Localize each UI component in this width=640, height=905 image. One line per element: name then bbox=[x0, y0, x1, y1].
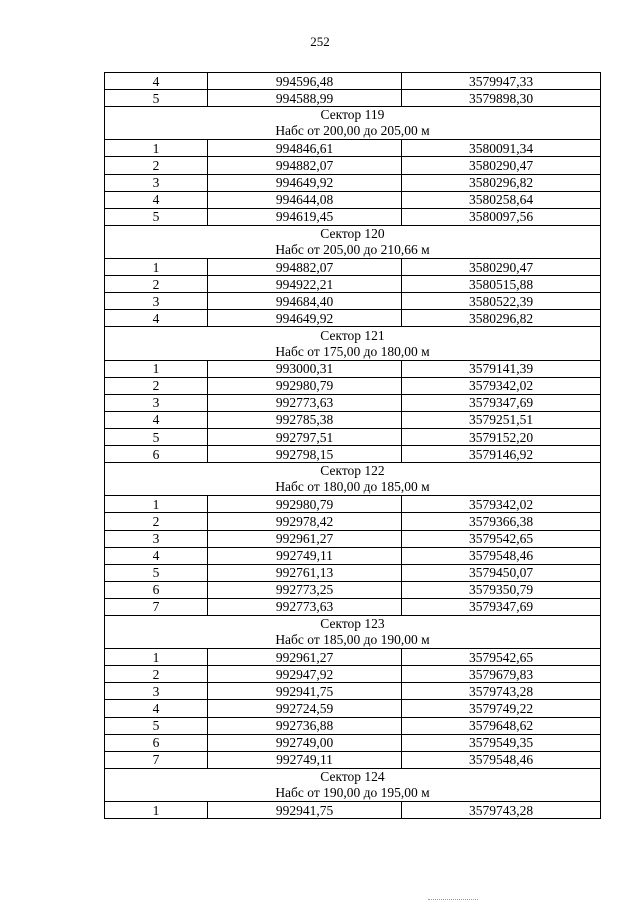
scan-edge-mark bbox=[428, 899, 478, 900]
sector-header-row bbox=[105, 463, 601, 496]
point-number-cell: 4 bbox=[105, 411, 208, 428]
table-row bbox=[105, 377, 601, 394]
sector-title: Сектор 120 bbox=[320, 225, 385, 241]
point-number-cell: 5 bbox=[105, 208, 208, 225]
y-coordinate-cell: 3579898,30 bbox=[402, 90, 601, 107]
coordinates-table bbox=[104, 72, 601, 819]
x-coordinate-cell: 993000,31 bbox=[208, 360, 402, 377]
sector-header-cell bbox=[105, 107, 601, 140]
x-coordinate-cell: 994882,07 bbox=[208, 157, 402, 174]
sector-header-row bbox=[105, 107, 601, 140]
point-number-cell: 2 bbox=[105, 666, 208, 683]
x-coordinate-cell: 992761,13 bbox=[208, 564, 402, 581]
x-coordinate-cell: 992961,27 bbox=[208, 649, 402, 666]
y-coordinate-cell: 3579342,02 bbox=[402, 377, 601, 394]
x-coordinate-cell: 992980,79 bbox=[208, 377, 402, 394]
point-number-cell: 1 bbox=[105, 360, 208, 377]
x-coordinate-cell: 992961,27 bbox=[208, 530, 402, 547]
table-row bbox=[105, 802, 601, 819]
point-number-cell: 3 bbox=[105, 293, 208, 310]
table-row bbox=[105, 564, 601, 581]
sector-title: Сектор 124 bbox=[320, 768, 385, 784]
sector-header-cell bbox=[105, 463, 601, 496]
sector-header-cell bbox=[105, 225, 601, 258]
x-coordinate-cell: 992773,63 bbox=[208, 394, 402, 411]
y-coordinate-cell: 3579146,92 bbox=[402, 446, 601, 463]
table-row bbox=[105, 547, 601, 564]
table-row bbox=[105, 734, 601, 751]
x-coordinate-cell: 994922,21 bbox=[208, 276, 402, 293]
table-row bbox=[105, 751, 601, 768]
y-coordinate-cell: 3580296,82 bbox=[402, 174, 601, 191]
x-coordinate-cell: 994619,45 bbox=[208, 208, 402, 225]
x-coordinate-cell: 992749,11 bbox=[208, 547, 402, 564]
point-number-cell: 2 bbox=[105, 377, 208, 394]
x-coordinate-cell: 992785,38 bbox=[208, 411, 402, 428]
x-coordinate-cell: 992749,00 bbox=[208, 734, 402, 751]
point-number-cell: 1 bbox=[105, 496, 208, 513]
x-coordinate-cell: 992941,75 bbox=[208, 683, 402, 700]
point-number-cell: 6 bbox=[105, 734, 208, 751]
sector-header-row bbox=[105, 327, 601, 360]
table-row bbox=[105, 394, 601, 411]
y-coordinate-cell: 3579542,65 bbox=[402, 530, 601, 547]
point-number-cell: 3 bbox=[105, 530, 208, 547]
table-row bbox=[105, 717, 601, 734]
point-number-cell: 5 bbox=[105, 564, 208, 581]
sector-height-range: Набс от 175,00 до 180,00 м bbox=[275, 343, 430, 359]
table-row bbox=[105, 140, 601, 157]
x-coordinate-cell: 994596,48 bbox=[208, 73, 402, 90]
table-row bbox=[105, 411, 601, 428]
y-coordinate-cell: 3579347,69 bbox=[402, 598, 601, 615]
sector-header-cell bbox=[105, 616, 601, 649]
y-coordinate-cell: 3579141,39 bbox=[402, 360, 601, 377]
point-number-cell: 1 bbox=[105, 259, 208, 276]
y-coordinate-cell: 3579350,79 bbox=[402, 581, 601, 598]
sector-title: Сектор 122 bbox=[320, 463, 385, 479]
x-coordinate-cell: 992749,11 bbox=[208, 751, 402, 768]
x-coordinate-cell: 992947,92 bbox=[208, 666, 402, 683]
y-coordinate-cell: 3580522,39 bbox=[402, 293, 601, 310]
point-number-cell: 5 bbox=[105, 428, 208, 445]
point-number-cell: 5 bbox=[105, 717, 208, 734]
point-number-cell: 1 bbox=[105, 649, 208, 666]
sector-header-row bbox=[105, 616, 601, 649]
y-coordinate-cell: 3579548,46 bbox=[402, 547, 601, 564]
point-number-cell: 6 bbox=[105, 581, 208, 598]
y-coordinate-cell: 3579648,62 bbox=[402, 717, 601, 734]
x-coordinate-cell: 994588,99 bbox=[208, 90, 402, 107]
point-number-cell: 4 bbox=[105, 547, 208, 564]
table-row bbox=[105, 310, 601, 327]
x-coordinate-cell: 992978,42 bbox=[208, 513, 402, 530]
point-number-cell: 2 bbox=[105, 157, 208, 174]
y-coordinate-cell: 3580097,56 bbox=[402, 208, 601, 225]
y-coordinate-cell: 3579542,65 bbox=[402, 649, 601, 666]
point-number-cell: 3 bbox=[105, 394, 208, 411]
x-coordinate-cell: 992980,79 bbox=[208, 496, 402, 513]
table-row bbox=[105, 90, 601, 107]
point-number-cell: 3 bbox=[105, 174, 208, 191]
sector-header-row bbox=[105, 768, 601, 801]
sector-title: Сектор 119 bbox=[320, 107, 385, 123]
point-number-cell: 1 bbox=[105, 802, 208, 819]
y-coordinate-cell: 3579749,22 bbox=[402, 700, 601, 717]
sector-title: Сектор 121 bbox=[320, 327, 385, 343]
x-coordinate-cell: 992941,75 bbox=[208, 802, 402, 819]
y-coordinate-cell: 3579743,28 bbox=[402, 802, 601, 819]
y-coordinate-cell: 3579450,07 bbox=[402, 564, 601, 581]
point-number-cell: 1 bbox=[105, 140, 208, 157]
x-coordinate-cell: 992736,88 bbox=[208, 717, 402, 734]
table-row bbox=[105, 598, 601, 615]
y-coordinate-cell: 3579366,38 bbox=[402, 513, 601, 530]
table-row bbox=[105, 581, 601, 598]
table-row bbox=[105, 293, 601, 310]
x-coordinate-cell: 992773,63 bbox=[208, 598, 402, 615]
table-row bbox=[105, 513, 601, 530]
x-coordinate-cell: 994644,08 bbox=[208, 191, 402, 208]
x-coordinate-cell: 994684,40 bbox=[208, 293, 402, 310]
sector-height-range: Набс от 185,00 до 190,00 м bbox=[275, 632, 430, 648]
point-number-cell: 4 bbox=[105, 700, 208, 717]
x-coordinate-cell: 994846,61 bbox=[208, 140, 402, 157]
table-row bbox=[105, 649, 601, 666]
x-coordinate-cell: 992773,25 bbox=[208, 581, 402, 598]
table-row bbox=[105, 174, 601, 191]
table-row bbox=[105, 666, 601, 683]
table-row bbox=[105, 157, 601, 174]
sector-height-range: Набс от 190,00 до 195,00 м bbox=[275, 784, 430, 800]
sector-height-range: Набс от 180,00 до 185,00 м bbox=[275, 479, 430, 495]
sector-height-range: Набс от 200,00 до 205,00 м bbox=[275, 123, 430, 139]
y-coordinate-cell: 3580290,47 bbox=[402, 259, 601, 276]
x-coordinate-cell: 992724,59 bbox=[208, 700, 402, 717]
table-row bbox=[105, 428, 601, 445]
coordinates-table-body bbox=[105, 73, 601, 819]
y-coordinate-cell: 3579548,46 bbox=[402, 751, 601, 768]
table-row bbox=[105, 259, 601, 276]
point-number-cell: 4 bbox=[105, 191, 208, 208]
point-number-cell: 4 bbox=[105, 73, 208, 90]
x-coordinate-cell: 994649,92 bbox=[208, 174, 402, 191]
y-coordinate-cell: 3579947,33 bbox=[402, 73, 601, 90]
table-row bbox=[105, 276, 601, 293]
x-coordinate-cell: 992798,15 bbox=[208, 446, 402, 463]
point-number-cell: 6 bbox=[105, 446, 208, 463]
table-row bbox=[105, 496, 601, 513]
y-coordinate-cell: 3580258,64 bbox=[402, 191, 601, 208]
y-coordinate-cell: 3579679,83 bbox=[402, 666, 601, 683]
table-row bbox=[105, 191, 601, 208]
sector-title: Сектор 123 bbox=[320, 616, 385, 632]
y-coordinate-cell: 3580515,88 bbox=[402, 276, 601, 293]
point-number-cell: 5 bbox=[105, 90, 208, 107]
table-row bbox=[105, 446, 601, 463]
point-number-cell: 7 bbox=[105, 598, 208, 615]
y-coordinate-cell: 3579342,02 bbox=[402, 496, 601, 513]
x-coordinate-cell: 994649,92 bbox=[208, 310, 402, 327]
table-row bbox=[105, 73, 601, 90]
x-coordinate-cell: 992797,51 bbox=[208, 428, 402, 445]
x-coordinate-cell: 994882,07 bbox=[208, 259, 402, 276]
table-row bbox=[105, 530, 601, 547]
y-coordinate-cell: 3579152,20 bbox=[402, 428, 601, 445]
table-row bbox=[105, 700, 601, 717]
point-number-cell: 4 bbox=[105, 310, 208, 327]
point-number-cell: 2 bbox=[105, 513, 208, 530]
sector-header-row bbox=[105, 225, 601, 258]
y-coordinate-cell: 3580296,82 bbox=[402, 310, 601, 327]
table-row bbox=[105, 360, 601, 377]
sector-header-cell bbox=[105, 327, 601, 360]
table-row bbox=[105, 683, 601, 700]
page-number: 252 bbox=[310, 34, 330, 49]
y-coordinate-cell: 3580091,34 bbox=[402, 140, 601, 157]
y-coordinate-cell: 3579251,51 bbox=[402, 411, 601, 428]
y-coordinate-cell: 3579743,28 bbox=[402, 683, 601, 700]
table-row bbox=[105, 208, 601, 225]
sector-header-cell bbox=[105, 768, 601, 801]
point-number-cell: 3 bbox=[105, 683, 208, 700]
y-coordinate-cell: 3580290,47 bbox=[402, 157, 601, 174]
y-coordinate-cell: 3579549,35 bbox=[402, 734, 601, 751]
y-coordinate-cell: 3579347,69 bbox=[402, 394, 601, 411]
point-number-cell: 2 bbox=[105, 276, 208, 293]
point-number-cell: 7 bbox=[105, 751, 208, 768]
sector-height-range: Набс от 205,00 до 210,66 м bbox=[275, 241, 430, 257]
